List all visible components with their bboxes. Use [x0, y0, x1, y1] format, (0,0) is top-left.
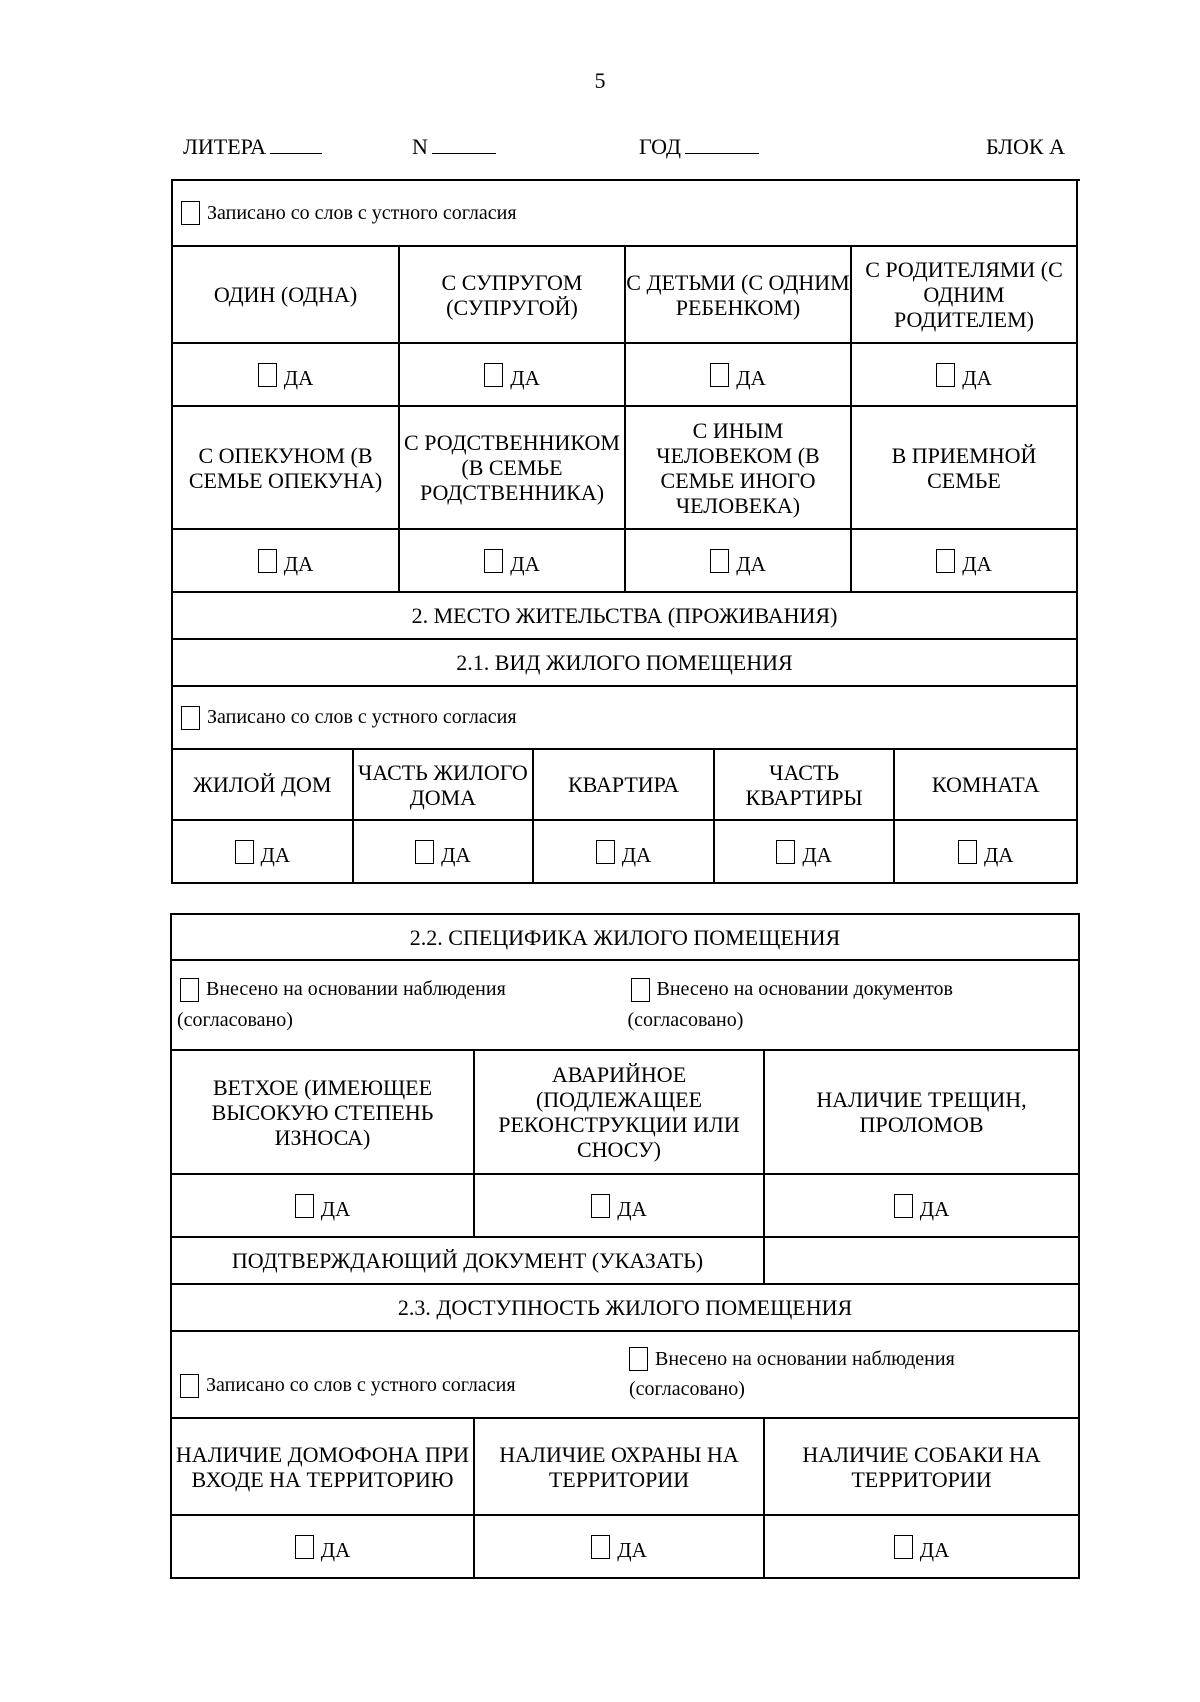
- yes-cell: ДА: [173, 530, 400, 593]
- agreed-note: (согласовано): [177, 1008, 293, 1031]
- living-arrangement-table: [171, 179, 1080, 884]
- documents-note-block: [628, 976, 1079, 1034]
- option-with-children: С ДЕТЬМИ (С ОДНИМ РЕБЕНКОМ): [626, 247, 852, 344]
- number-field: [412, 134, 496, 160]
- housing-house: ЖИЛОЙ ДОМ: [173, 750, 354, 821]
- option-with-parents: С РОДИТЕЛЯМИ (С ОДНИМ РОДИТЕЛЕМ): [852, 247, 1078, 344]
- yes-checkbox[interactable]: [710, 363, 729, 387]
- yes-cell: ДА: [173, 821, 354, 882]
- oral-consent-block: [180, 1346, 629, 1403]
- yes-checkbox[interactable]: [235, 840, 254, 864]
- housing-room: КОМНАТА: [895, 750, 1076, 821]
- confirming-document-label: ПОДТВЕРЖДАЮЩИЙ ДОКУМЕНТ (УКАЗАТЬ): [172, 1238, 765, 1285]
- yes-checkbox[interactable]: [591, 1535, 610, 1559]
- oral-consent-text: Записано со слов с устного согласия: [206, 1374, 516, 1397]
- yes-cell: ДА: [852, 530, 1078, 593]
- yes-checkbox[interactable]: [484, 549, 503, 573]
- section-2-3-title: 2.3. ДОСТУПНОСТЬ ЖИЛОГО ПОМЕЩЕНИЯ: [172, 1285, 1080, 1332]
- yes-cell: ДА: [626, 530, 852, 593]
- oral-consent-checkbox[interactable]: [180, 1374, 199, 1398]
- yes-checkbox[interactable]: [295, 1194, 314, 1218]
- yes-cell: ДА: [400, 344, 626, 407]
- yes-checkbox[interactable]: [591, 1194, 610, 1218]
- year-label: ГОД: [639, 134, 681, 159]
- specific-cracks: НАЛИЧИЕ ТРЕЩИН, ПРОЛОМОВ: [765, 1051, 1080, 1175]
- yes-checkbox[interactable]: [710, 549, 729, 573]
- yes-checkbox[interactable]: [258, 549, 277, 573]
- access-dog: НАЛИЧИЕ СОБАКИ НА ТЕРРИТОРИИ: [765, 1419, 1080, 1516]
- evidence-source-row: [172, 961, 1080, 1051]
- yes-checkbox[interactable]: [295, 1535, 314, 1559]
- yes-checkbox[interactable]: [484, 363, 503, 387]
- section-2-title: 2. МЕСТО ЖИТЕЛЬСТВА (ПРОЖИВАНИЯ): [173, 593, 1078, 640]
- housing-specifics-table: [170, 913, 1080, 1579]
- year-field: [639, 134, 759, 160]
- yes-cell: ДА: [172, 1516, 475, 1579]
- yes-cell: ДА: [715, 821, 896, 882]
- option-with-relative: С РОДСТВЕННИКОМ (В СЕМЬЕ РОДСТВЕННИКА): [400, 407, 626, 530]
- yes-cell: ДА: [852, 344, 1078, 407]
- option-with-spouse: С СУПРУГОМ (СУПРУГОЙ): [400, 247, 626, 344]
- observation-note-block: [629, 1346, 1078, 1404]
- litera-field: [183, 134, 322, 160]
- yes-checkbox[interactable]: [258, 363, 277, 387]
- housing-types-row: [173, 750, 1078, 821]
- yes-cell: ДА: [475, 1516, 765, 1579]
- housing-apartment: КВАРТИРА: [534, 750, 715, 821]
- documents-note: Внесено на основании документов: [656, 978, 953, 1001]
- yes-checkbox[interactable]: [776, 840, 795, 864]
- housing-part-of-apartment: ЧАСТЬ КВАРТИРЫ: [715, 750, 896, 821]
- yes-cell: ДА: [173, 344, 400, 407]
- litera-label: ЛИТЕРА: [183, 134, 266, 159]
- number-input[interactable]: [432, 135, 496, 154]
- yes-cell: ДА: [765, 1175, 1080, 1238]
- section-2-2-title: 2.2. СПЕЦИФИКА ЖИЛОГО ПОМЕЩЕНИЯ: [172, 915, 1080, 961]
- access-intercom: НАЛИЧИЕ ДОМОФОНА ПРИ ВХОДЕ НА ТЕРРИТОРИЮ: [172, 1419, 475, 1516]
- oral-consent-text: Записано со слов с устного согласия: [207, 201, 517, 224]
- litera-input[interactable]: [270, 135, 322, 154]
- year-input[interactable]: [685, 135, 759, 154]
- agreed-note: (согласовано): [629, 1378, 745, 1401]
- yes-checkbox[interactable]: [596, 840, 615, 864]
- page-number: 5: [594, 68, 606, 93]
- accessibility-source-row: [172, 1332, 1080, 1419]
- oral-consent-checkbox[interactable]: [181, 706, 200, 730]
- option-with-other-person: С ИНЫМ ЧЕЛОВЕКОМ (В СЕМЬЕ ИНОГО ЧЕЛОВЕКА): [626, 407, 852, 530]
- observation-note: Внесено на основании наблюдения: [655, 1347, 955, 1370]
- yes-checkbox[interactable]: [894, 1194, 913, 1218]
- agreed-note: (согласовано): [627, 1008, 744, 1031]
- yes-cell: ДА: [475, 1175, 765, 1238]
- yes-cell: ДА: [400, 530, 626, 593]
- option-with-guardian: С ОПЕКУНОМ (В СЕМЬЕ ОПЕКУНА): [173, 407, 400, 530]
- oral-consent-text: Записано со слов с устного согласия: [207, 706, 517, 728]
- access-security: НАЛИЧИЕ ОХРАНЫ НА ТЕРРИТОРИИ: [475, 1419, 765, 1516]
- oral-consent-row: [173, 181, 1078, 247]
- housing-yes-row: [173, 821, 1078, 884]
- yes-cell: ДА: [895, 821, 1076, 882]
- yes-checkbox[interactable]: [936, 363, 955, 387]
- observation-checkbox[interactable]: [180, 978, 199, 1002]
- option-foster-family: В ПРИЕМНОЙ СЕМЬЕ: [852, 407, 1078, 530]
- yes-cell: ДА: [626, 344, 852, 407]
- yes-cell: ДА: [534, 821, 715, 882]
- yes-cell: ДА: [765, 1516, 1080, 1579]
- yes-checkbox[interactable]: [958, 840, 977, 864]
- specific-emergency: АВАРИЙНОЕ (ПОДЛЕЖАЩЕЕ РЕКОНСТРУКЦИИ ИЛИ СНОСУ): [475, 1051, 765, 1175]
- option-alone: ОДИН (ОДНА): [173, 247, 400, 344]
- oral-consent-checkbox[interactable]: [181, 201, 200, 225]
- section-2-1-title: 2.1. ВИД ЖИЛОГО ПОМЕЩЕНИЯ: [173, 640, 1078, 687]
- yes-cell: ДА: [354, 821, 535, 882]
- oral-consent-row: [173, 687, 1078, 750]
- specific-dilapidated: ВЕТХОЕ (ИМЕЮЩЕЕ ВЫСОКУЮ СТЕПЕНЬ ИЗНОСА): [172, 1051, 475, 1175]
- yes-checkbox[interactable]: [415, 840, 434, 864]
- yes-cell: ДА: [172, 1175, 475, 1238]
- observation-checkbox[interactable]: [629, 1347, 648, 1371]
- yes-checkbox[interactable]: [894, 1535, 913, 1559]
- observation-note-block: [177, 976, 628, 1034]
- housing-part-of-house: ЧАСТЬ ЖИЛОГО ДОМА: [354, 750, 535, 821]
- documents-checkbox[interactable]: [631, 978, 650, 1002]
- confirming-document-input[interactable]: [765, 1238, 1080, 1285]
- number-label: N: [412, 134, 428, 159]
- observation-note: Внесено на основании наблюдения: [206, 978, 506, 1001]
- block-label: БЛОК А: [986, 134, 1065, 159]
- yes-checkbox[interactable]: [936, 549, 955, 573]
